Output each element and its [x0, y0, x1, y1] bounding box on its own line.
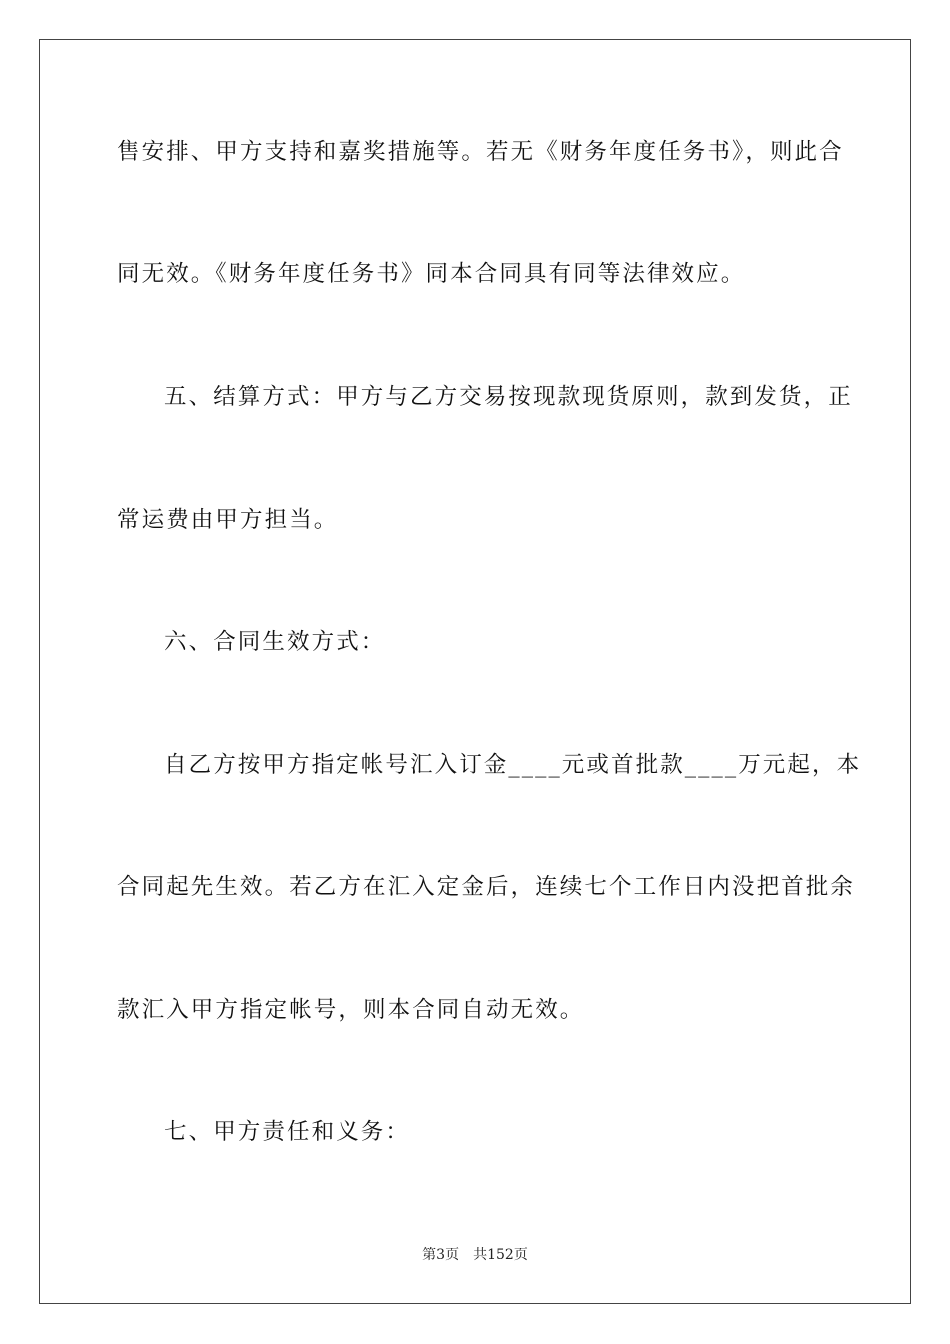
page-footer [0, 1246, 950, 1264]
paragraph-line: 款汇入甲方指定帐号，则本合同自动无效。 [117, 997, 585, 1023]
paragraph-line: 自乙方按甲方指定帐号汇入订金____元或首批款____万元起，本 [164, 752, 862, 778]
page-number: 第3页 [422, 1247, 460, 1263]
paragraph-line: 常运费由甲方担当。 [117, 507, 339, 533]
section-seven-heading: 七、甲方责任和义务： [164, 1119, 411, 1145]
paragraph-line: 售安排、甲方支持和嘉奖措施等。若无《财务年度任务书》，则此合 [117, 139, 844, 165]
section-five-heading: 五、结算方式：甲方与乙方交易按现款现货原则，款到发货，正 [164, 384, 853, 410]
page-total: 共152页 [473, 1247, 528, 1263]
section-six-heading: 六、合同生效方式： [164, 629, 386, 655]
paragraph-line: 同无效。《财务年度任务书》同本合同具有同等法律效应。 [117, 261, 746, 287]
page-border [39, 39, 911, 1304]
paragraph-line: 合同起先生效。若乙方在汇入定金后，连续七个工作日内没把首批余 [117, 874, 856, 900]
